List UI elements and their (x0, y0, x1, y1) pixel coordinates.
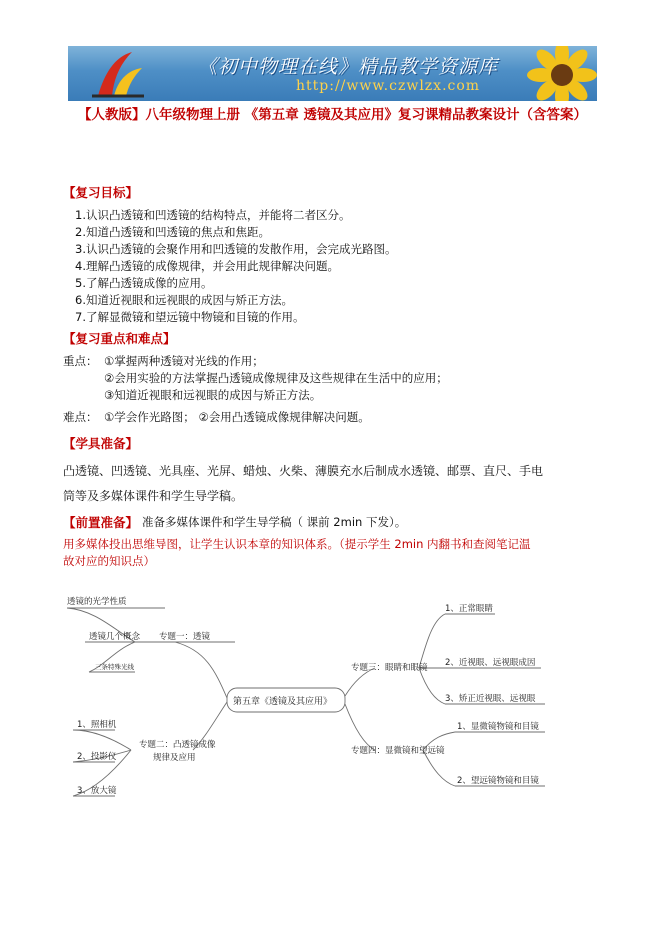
mind-map-topic: 专题四：显微镜和望远镜 (351, 746, 445, 756)
mind-map-leaf: 三条特殊光线 (95, 663, 134, 671)
mind-map-leaf: 1、显微镜物镜和目镜 (457, 722, 539, 732)
key-item: ③知道近视眼和远视眼的成因与矫正方法。 (104, 388, 322, 402)
materials-heading: 【学具准备】 (63, 436, 139, 451)
mind-map-topic: 专题二：凸透镜成像 (139, 740, 216, 750)
key-item: ①掌握两种透镜对光线的作用； (104, 354, 264, 368)
mind-map-leaf: 1、正常眼睛 (445, 604, 493, 614)
key-item: ②会用实验的方法掌握凸透镜成像规律及这些规律在生活中的应用； (104, 371, 448, 385)
preparation-red-line: 用多媒体投出思维导图，让学生认识本章的知识体系。（提示学生 2min 内翻书和查阅笔记温 (63, 537, 531, 551)
mind-map-topic: 专题三：眼睛和眼镜 (351, 663, 428, 673)
site-logo-icon (88, 48, 148, 100)
goal-item: 5.了解凸透镜成像的应用。 (75, 276, 213, 290)
sunflower-icon (517, 46, 597, 101)
preparation-heading: 【前置准备】 (63, 515, 139, 530)
mind-map-topic: 规律及应用 (153, 753, 196, 763)
preparation-text: 准备多媒体课件和学生导学稿（ 课前 2min 下发）。 (142, 515, 407, 529)
banner-title: 《初中物理在线》精品教学资源库 (198, 56, 499, 78)
difficult-text: ①学会作光路图； ②会用凸透镜成像规律解决问题。 (104, 410, 370, 424)
chapter-mind-map (55, 590, 555, 815)
key-points-heading: 【复习重点和难点】 (63, 331, 176, 346)
mind-map-leaf: 2、近视眼、远视眼成因 (445, 658, 536, 668)
mind-map-leaf: 3、放大镜 (77, 786, 117, 796)
mind-map-leaf: 1、照相机 (77, 720, 117, 730)
key-label: 重点： (63, 354, 98, 368)
document-title: 【人教版】八年级物理上册 《第五章 透镜及其应用》复习课精品教案设计（含答案） (78, 107, 587, 123)
goal-item: 6.知道近视眼和远视眼的成因与矫正方法。 (75, 293, 293, 307)
goal-item: 1.认识凸透镜和凹透镜的结构特点，并能将二者区分。 (75, 208, 351, 222)
goals-heading: 【复习目标】 (63, 185, 139, 200)
goal-item: 4.理解凸透镜的成像规律，并会用此规律解决问题。 (75, 259, 339, 273)
goal-item: 7.了解显微镜和望远镜中物镜和目镜的作用。 (75, 310, 305, 324)
mind-map-leaf: 透镜的光学性质 (67, 597, 127, 607)
mind-map-link (345, 704, 375, 750)
preparation-red-line: 故对应的知识点） (63, 554, 155, 568)
goal-item: 2.知道凸透镜和凹透镜的焦点和焦距。 (75, 225, 270, 239)
mind-map-leaf: 2、投影仪 (77, 752, 117, 762)
header-banner (68, 46, 597, 101)
banner-url[interactable]: http://www.czwlzx.com (296, 78, 481, 94)
mind-map-leaf: 透镜几个概念 (89, 632, 141, 642)
mind-map-center: 第五章《透镜及其应用》 (233, 697, 333, 707)
mind-map-topic: 专题一：透镜 (159, 632, 211, 642)
difficult-label: 难点： (63, 410, 98, 424)
materials-line: 凸透镜、凹透镜、光具座、光屏、蜡烛、火柴、薄膜充水后制成水透镜、邮票、直尺、手电 (63, 464, 544, 478)
goal-item: 3.认识凸透镜的会聚作用和凹透镜的发散作用，会完成光路图。 (75, 242, 397, 256)
mind-map-leaf: 2、望远镜物镜和目镜 (457, 776, 539, 786)
mind-map-link (175, 642, 227, 698)
materials-line: 筒等及多媒体课件和学生导学稿。 (63, 489, 244, 503)
mind-map-leaf: 3、矫正近视眼、远视眼 (445, 694, 536, 704)
